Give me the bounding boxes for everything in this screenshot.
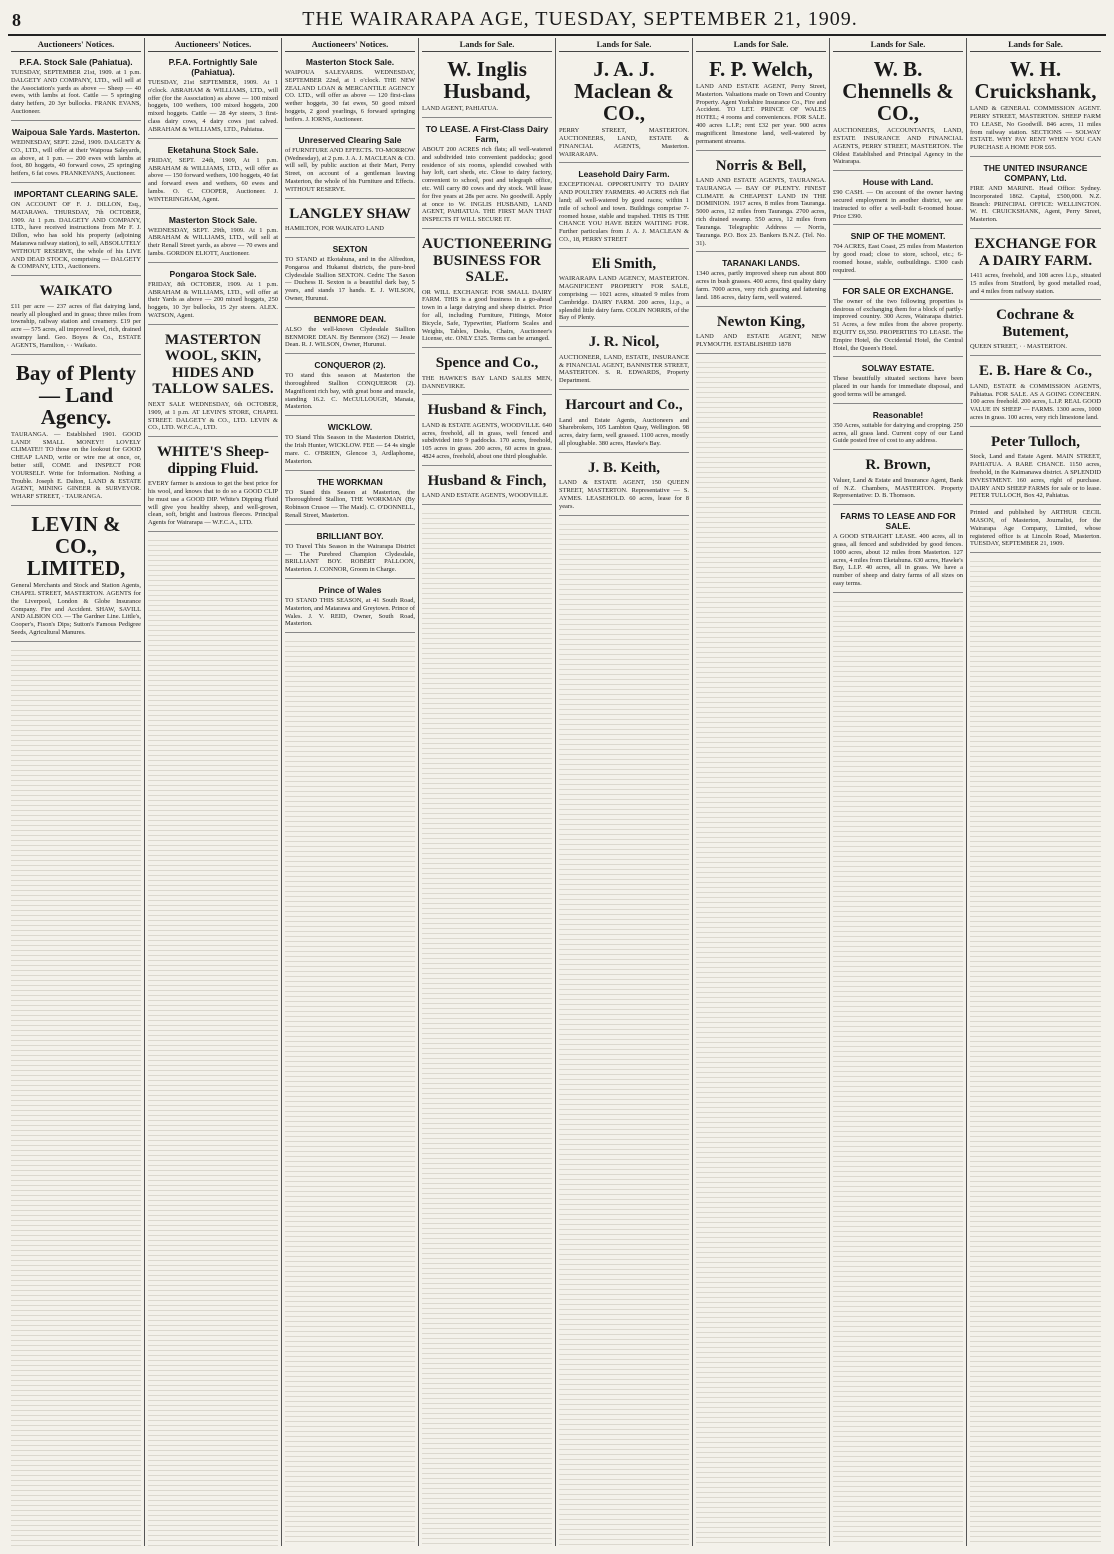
column-header: Auctioneers' Notices.	[11, 38, 141, 52]
advertisement	[559, 394, 689, 453]
advertisement-title: J. A. J. Maclean & CO.,	[574, 57, 674, 126]
newspaper-title: THE WAIRARAPA AGE, TUESDAY, SEPTEMBER 21, 1909.	[302, 8, 858, 30]
advertisement-title: Husband & Finch,	[427, 402, 547, 419]
advertisement	[285, 420, 415, 470]
advertisement	[970, 161, 1101, 229]
advertisement-body: A GOOD STRAIGHT LEASE. 400 acres, all in grass, all fenced and subdivided by good fences. 1000 acres, about 12 miles from Masterton. 127 acres, 4 miles from Eketahuna. 630 acres, Hawke's Bay, L.I.P. 40 acres, all in grass. We have a number of sheep and dairy farms of all sizes on easy terms.	[833, 533, 963, 588]
advertisement-body: LAND AND ESTATE AGENT, Perry Street, Masterton. Valuations made on Town and Country Property. Agent Yorkshire Insurance Co., Fire and Accident. TO LET. PRINCE OF WALES HOTEL; 4 rooms and conveniences. FOR SALE. 400 acres L.I.P.; rent £32 per year. 900 acres magnificent limestone land, well-watered by permanent streams.	[696, 83, 826, 145]
advertisement-body: OR WILL EXCHANGE FOR SMALL DAIRY FARM. THIS is a good business in a go-ahead town in a large dairying and sheep district. Price for all, including Furniture, Fittings, Motor Bicycle, Safe, Typewriter, Platform Scales and Weights, Tables, Desks, Chairs, Auctioneer's License, etc. ONLY £325. Terms can be arranged.	[422, 288, 552, 343]
advertisement-title: FARMS TO LEASE AND FOR SALE.	[840, 511, 956, 532]
advertisement	[833, 509, 963, 593]
small-print-fill	[148, 536, 278, 1546]
advertisement-body: TO Stand This Season in the Masterton District, the Irish Hunter, WICKLOW. FEE — £4 4s single mare. C. O'BRIEN, Glencoe 3, Ardlaphome, Masterton.	[285, 434, 415, 465]
advertisement-body: QUEEN STREET, · · MASTERTON.	[970, 343, 1068, 351]
advertisement	[970, 509, 1101, 553]
column-7	[830, 38, 967, 1546]
advertisement-title: Masterton Stock Sale.	[168, 214, 258, 225]
small-print-fill	[970, 557, 1101, 1546]
advertisement-body: TUESDAY, SEPTEMBER 21st, 1909. at 1 p.m. DALGETY AND COMPANY, LTD., will sell at the Association's yards as above — Sheep — 40 ewes, with lambs at foot. Cattle — 5 springing dairy heifers, 20 3yr bullocks. FRANK EVANS, Auctioneer.	[11, 69, 141, 116]
advertisement	[148, 441, 278, 532]
advertisement	[285, 358, 415, 416]
column-header: Lands for Sale.	[559, 38, 689, 52]
advertisement-body: TO STAND THIS SEASON, at 41 South Road, Masterton, and Matarawa and Greytown. Prince of Wales. J. V. REID, Owner, South Road, Masterton.	[285, 597, 415, 628]
advertisement-body: General Merchants and Stock and Station Agents, CHAPEL STREET, MASTERTON. AGENTS for the Liverpool, London & Globe Insurance Company. Fire and Accident. SHAW, SAVILL AND ALBION CO. — The Gardner Line. Little's, Cooper's, Fison's Dips; Sutton's Famous Pedigree Seeds, Agricultural Manures.	[11, 582, 141, 637]
advertisement	[833, 454, 963, 505]
advertisement	[285, 312, 415, 354]
advertisement-title: WICKLOW.	[327, 422, 373, 433]
advertisement-title: Eli Smith,	[591, 255, 657, 272]
advertisement-title: THE UNITED INSURANCE COMPANY, Ltd.	[983, 162, 1088, 183]
advertisement-body: Land and Estate Agents, Auctioneers and Sharebrokers, 105 Lambton Quay, Wellington. 98 acres, dairy farm, well grassed. 1100 acres, mostly all ploughable. 380 acres, Hawke's Bay.	[559, 416, 689, 447]
advertisement-title: E. B. Hare & Co.,	[978, 363, 1093, 380]
advertisement	[11, 359, 141, 506]
advertisement-body: £90 CASH. — On account of the owner having secured employment in another district, we are instructed to offer a well-built 6-roomed house. Price £390.	[833, 189, 963, 220]
advertisement	[559, 55, 689, 163]
advertisement-body: LAND AND ESTATE AGENTS, WOODVILLE.	[422, 492, 549, 500]
advertisement	[285, 55, 415, 129]
advertisement-title: LANGLEY SHAW	[289, 205, 411, 222]
advertisement	[696, 256, 826, 306]
advertisement-title: Masterton Stock Sale.	[305, 57, 395, 67]
advertisement-title: Eketahuna Stock Sale.	[167, 144, 259, 155]
advertisement-body: WAIPOUA SALEYARDS. WEDNESDAY, SEPTEMBER 22nd, at 1 o'clock. THE NEW ZEALAND LOAN & MERCANTILE AGENCY CO. LTD., will offer as above — 120 first-class wether hoggets, 30 fat ewes, 50 good mixed hoggets, 2 good yearlings, 6 forward springing heifers. J. IORNS, Auctioneer.	[285, 69, 415, 123]
advertisement	[833, 408, 963, 450]
advertisement-body: £11 per acre — 237 acres of flat dairying land, nearly all ploughed and in grass; three miles from township, railway station and creamery. £19 per acre — 575 acres, all improved level, rich, drained swampy land. Geo. Boyes & Co., ESTATE AGENTS, Hamilton, · · Waikato.	[11, 302, 141, 349]
advertisement	[833, 229, 963, 279]
column-3	[282, 38, 419, 1546]
advertisement	[696, 155, 826, 253]
advertisement	[285, 242, 415, 308]
advertisement-title: WAIKATO	[39, 283, 113, 300]
advertisement-body: HAMILTON, FOR WAIKATO LAND	[285, 225, 384, 233]
advertisement	[285, 529, 415, 579]
advertisement	[970, 304, 1101, 356]
advertisement-body: 704 ACRES, East Coast, 25 miles from Masterton by good road; close to store, school, etc.; 6-roomed house, stable, outbuildings. £300 cash required.	[833, 243, 963, 274]
advertisement-body: AUCTIONEER, LAND, ESTATE, INSURANCE & FINANCIAL AGENT, BANNISTER STREET, MASTERTON. S. R. EDWARDS, Property Department.	[559, 353, 689, 385]
advertisement	[833, 55, 963, 171]
advertisement	[970, 55, 1101, 157]
advertisement	[970, 431, 1101, 505]
advertisement	[422, 399, 552, 466]
advertisement-title: House with Land.	[862, 177, 934, 188]
column-6	[693, 38, 830, 1546]
advertisement-title: Husband & Finch,	[427, 472, 547, 489]
advertisement-body: 1340 acres, partly improved sheep run about 800 acres in bush grasses. 400 acres, first quality dairy farm. 7000 acres, very rich grazing and fattening land. 186 acres, dairy farm, well watered.	[696, 270, 826, 301]
advertisement-body: These beautifully situated sections have been placed in our hands for immediate disposal, and good terms will be arranged.	[833, 375, 963, 399]
advertisement-body: TAURANGA. — Established 1901. GOOD LAND! SMALL MONEY!! LOVELY CLIMATE!! TO those on the lookout for GOOD CHEAP LAND, write or wire me at once, or, better still, COME and INSPECT FOR YOURSELF. Write for Information. Nothing a Trouble. Joseph E. Dalton, LAND & ESTATE AGENT, MINING GINEER & SURVEYOR. WHARF STREET, · TAURANGA.	[11, 430, 141, 501]
advertisement	[148, 143, 278, 209]
advertisement-title: Cochrane & Butement,	[996, 307, 1075, 340]
advertisement-title: Waipoua Sale Yards. Masterton.	[11, 126, 140, 137]
column-4	[419, 38, 556, 1546]
advertisement-body: LAND AND ESTATE AGENT, NEW PLYMOUTH. ESTABLISHED 1878	[696, 333, 826, 348]
advertisement-title: FOR SALE OR EXCHANGE.	[842, 285, 954, 296]
advertisement	[11, 510, 141, 642]
advertisement-title: BENMORE DEAN.	[313, 313, 387, 324]
advertisement-body: TO Stand this Season at Masterton, the Thoroughbred Stallion, THE WORKMAN (By Robinson Crusoe — The Maid). C. O'DONNELL, Renall Street, Masterton.	[285, 488, 415, 519]
advertisement-title: Pongaroa Stock Sale.	[169, 268, 257, 279]
advertisement-title: BRILLIANT BOY.	[316, 530, 384, 541]
advertisement-body: THE HAWKE'S BAY LAND SALES MEN, DANNEVIRKE.	[422, 374, 552, 390]
advertisement-body: PERRY STREET, MASTERTON. AUCTIONEERS, LAND, ESTATE & FINANCIAL AGENTS, Masterton. WAIRARAPA.	[559, 127, 689, 158]
advertisement-body: EVERY farmer is anxious to get the best price for his wool, and knows that to do so a GOOD CLIP he must use a GOOD DIP. White's Dipping Fluid will give you healthy sheep, and well-grown, clean, soft, bright and lustrous fleeces. Principal Agents for Wairarapa — W.F.C.A., LTD.	[148, 480, 278, 527]
advertisement-title: CONQUEROR (2).	[314, 360, 386, 371]
advertisement-body: Stock, Land and Estate Agent. MAIN STREET, PAHIATUA. A RARE CHANCE. 1150 acres, freehold, in the Kaimanawa district. A SPLENDID INVESTMENT. 160 acres, right of purchase. DAIRY AND SHEEP FARMS for sale or to lease. PETER TULLOCH, Box 42, Pahiatua.	[970, 453, 1101, 500]
advertisement-body: LAND AGENT, PAHIATUA.	[422, 105, 499, 113]
masthead-rule	[8, 34, 1106, 36]
small-print-fill	[285, 637, 415, 1546]
advertisement-title: Reasonable!	[872, 409, 924, 420]
advertisement-body: AUCTIONEERS, ACCOUNTANTS, LAND, ESTATE INSURANCE AND FINANCIAL AGENTS, PERRY STREET, MASTERTON. The Oldest Established and Principal Agency in the Wairarapa.	[833, 127, 963, 166]
advertisement-body: FRIDAY, SEPT. 24th, 1909, At 1 p.m. ABRAHAM & WILLIAMS, LTD., will offer as above — 150 forward wethers, 100 hoggets, 40 fat and forward ewes and wethers, 60 ewes and lambs. O. C. COOPER, Auctioneer. J. WINTERINGHAM, Agent.	[148, 156, 278, 203]
advertisement-body: ON ACCOUNT OF F. J. DILLON, Esq., MATARAWA. THURSDAY, 7th OCTOBER, 1909. At 1 p.m. DALGETY AND COMPANY, LTD., have received instructions from Mr F. J. Dillon, who has sold his property (adjoining Matarawa railway station), to sell, ABSOLUTELY WITHOUT RESERVE, the whole of his LIVE AND DEAD STOCK, comprising — DALGETY & COMPANY, LTD., Auctioneers.	[11, 200, 141, 271]
small-print-fill	[559, 520, 689, 1546]
advertisement-body: LAND & GENERAL COMMISSION AGENT. PERRY STREET, MASTERTON. SHEEP FARM TO LEASE, No Goodwill. 846 acres, 11 miles from railway station. SECTIONS — SOLWAY ESTATE. WHY PAY RENT WHEN YOU CAN PURCHASE A HOME FOR £65.	[970, 105, 1101, 152]
advertisement-body: WEDNESDAY, SEPT. 29th, 1909. At 1 p.m. ABRAHAM & WILLIAMS, LTD., will sell at their Renall Street yards, as above — 70 ewes and lambs. GORDON ELIOTT, Auctioneer.	[148, 226, 278, 257]
advertisement	[833, 284, 963, 358]
advertisement	[833, 175, 963, 225]
small-print-fill	[11, 646, 141, 1546]
advertisement-body: FIRE AND MARINE. Head Office: Sydney. Incorporated 1862. Capital, £500,000. N.Z. Branch: PRINCIPAL OFFICE: WELLINGTON. W. H. CRUICKSHANK, Agent, Perry Street, Masterton.	[970, 184, 1101, 224]
advertisement-body: 350 Acres, suitable for dairying and cropping. 250 acres, all grass land. Current copy of our Land Guide posted free of cost to any address.	[833, 421, 963, 445]
advertisement	[285, 475, 415, 525]
advertisement	[696, 311, 826, 354]
column-header: Lands for Sale.	[422, 38, 552, 52]
column-header: Lands for Sale.	[970, 38, 1101, 52]
small-print-fill	[422, 509, 552, 1546]
advertisement-title: Unreserved Clearing Sale	[298, 134, 402, 145]
advertisement	[970, 360, 1101, 427]
printer-imprint: Printed and published by ARTHUR CECIL MASON, of Masterton, Journalist, for the Wairarapa Age Company, Limited, whose registered office is at Lincoln Road, Masterton. TUESDAY, SEPTEMBER 21, 1909.	[970, 509, 1101, 548]
advertisement-title: Harcourt and Co.,	[565, 397, 683, 414]
advertisement-title: J. B. Keith,	[587, 459, 661, 476]
advertisement-body: LAND AND ESTATE AGENTS, TAURANGA. TAURANGA — BAY OF PLENTY. FINEST CLIMATE & CHEAPEST LAND IN THE DOMINION. 1917 acres, 8 miles from Tauranga. 5000 acres, 12 miles from Tauranga. 2700 acres, rich drained swamp. 550 acres, 12 miles from Tauranga. Telegraphic Address — Norris, Tauranga. P.O. Box 23. Bankers B.N.Z. (Tel. No. 31).	[696, 177, 826, 247]
newspaper-columns	[8, 38, 1106, 1546]
advertisement-title: P.F.A. Stock Sale (Pahiatua).	[19, 57, 133, 67]
page-number: 8	[12, 10, 21, 30]
advertisement	[559, 331, 689, 390]
advertisement-title: WHITE'S Sheep-dipping Fluid.	[156, 444, 270, 477]
advertisement-title: SEXTON	[332, 243, 368, 254]
advertisement	[696, 55, 826, 151]
advertisement-title: W. Inglis Husband,	[443, 57, 531, 104]
advertisement	[559, 253, 689, 327]
masthead	[0, 0, 1114, 40]
advertisement-body: WAIRARAPA LAND AGENCY, MASTERTON. MAGNIFICENT PROPERTY FOR SALE, comprising — 1021 acres, situated 9 miles from Cambridge. DAIRY FARM. 200 acres, l.i.p., a splendid little dairy farm. COLIN NORRIS, of the Bay of Plenty.	[559, 275, 689, 322]
advertisement	[148, 267, 278, 325]
advertisement-body: NEXT SALE WEDNESDAY, 6th OCTOBER, 1909, at 1 p.m. AT LEVIN'S STORE, CHAPEL STREET. DALGETY & CO., LTD. LEVIN & CO., LTD. W.F.C.A., LTD.	[148, 400, 278, 432]
advertisement	[833, 361, 963, 403]
advertisement	[285, 203, 415, 238]
advertisement	[422, 470, 552, 505]
advertisement-body: FRIDAY, 8th OCTOBER, 1909. At 1 p.m. ABRAHAM & WILLIAMS, LTD., will offer at their Yards as above — 200 mixed hoggets, 250 hoggets, 10 3yr bullocks, 15 2yr steers. ALEX. WATSON, Agent.	[148, 280, 278, 320]
advertisement	[11, 125, 141, 183]
advertisement-title: Spence and Co.,	[435, 355, 539, 372]
advertisement	[148, 55, 278, 139]
advertisement-title: Peter Tulloch,	[991, 433, 1080, 450]
advertisement	[11, 187, 141, 276]
advertisement-title: P.F.A. Fortnightly Sale (Pahiatua).	[168, 57, 258, 77]
advertisement-title: Prince of Wales	[318, 585, 382, 595]
advertisement-body: The owner of the two following properties is desirous of exchanging them for a block of partly-improved country. 300 Acres, Wairarapa district. 51 Acres, a few miles from the above property. EQUITY £6,350. PROPERTIES TO LEASE. The Empire Hotel, the Occidental Hotel, the Central Hotel, the Queen's Hotel.	[833, 297, 963, 352]
advertisement-title: F. P. Welch,	[709, 57, 813, 81]
advertisement-title: THE WORKMAN	[317, 476, 383, 487]
advertisement	[285, 583, 415, 633]
column-2	[145, 38, 282, 1546]
advertisement-title: SOLWAY ESTATE.	[861, 363, 935, 374]
column-5	[556, 38, 693, 1546]
advertisement-body: LAND & ESTATE AGENT, 150 QUEEN STREET, MASTERTON. Representative — S. AYMES. LEASEHOLD. 60 acres, lease for 8 years.	[559, 479, 689, 510]
advertisement-body: TO stand this season at Masterton the thoroughbred Stallion CONQUEROR (2). Magnificent rich bay, with great bone and muscle, standing 16.2. C. McCULLOUGH, Manaia, Masterton.	[285, 372, 415, 411]
small-print-fill	[696, 358, 826, 1546]
advertisement-body: EXCEPTIONAL OPPORTUNITY TO DAIRY AND POULTRY FARMERS. 40 ACRES rich flat land; all well-watered by good races; within 1 mile of school and town. Buildings comprise 7-roomed house, stable and trapshed. THIS IS THE CHANCE YOU HAVE BEEN WAITING FOR. Further particulars from J. A. J. MACLEAN & CO., 18, PERRY STREET	[559, 181, 689, 244]
advertisement	[148, 213, 278, 263]
advertisement-title: Leasehold Dairy Farm.	[578, 169, 670, 180]
advertisement-body: LAND & ESTATE AGENTS, WOODVILLE. 640 acres, freehold, all in grass, well fenced and subdivided into 9 paddocks. 170 acres, freehold, 105 acres in grass. 200 acres, 60 acres in grass. 4824 acres, freehold, about one third ploughable.	[422, 421, 552, 461]
advertisement-title: J. R. Nicol,	[588, 334, 660, 351]
column-1	[8, 38, 145, 1546]
advertisement-body: TO Travel This Season in the Wairarapa District — The Purebred Champion Clydesdale, BRILLIANT BOY. ROBERT PALLOON, Masterton. J. CONNOR, Groom in Charge.	[285, 542, 415, 574]
advertisement	[422, 122, 552, 229]
column-header: Auctioneers' Notices.	[148, 38, 278, 52]
advertisement	[970, 233, 1101, 300]
advertisement-title: SNIP OF THE MOMENT.	[850, 231, 946, 242]
advertisement	[148, 329, 278, 437]
advertisement-title: TO LEASE. A First-Class Dairy Farm,	[425, 123, 549, 144]
advertisement-title: MASTERTON WOOL, SKIN, HIDES AND TALLOW SALES.	[152, 331, 274, 398]
advertisement-body: of FURNITURE AND EFFECTS. TO-MORROW (Wednesday), at 2 p.m. J. A. J. MACLEAN & CO. will sell, by public auction at their Mart, Perry Street, on account of a gentleman leaving Masterton, the whole of his Furniture and Effects. WITHOUT RESERVE.	[285, 146, 415, 193]
advertisement	[559, 457, 689, 516]
advertisement-title: W. H. Cruickshank,	[974, 57, 1097, 104]
advertisement	[422, 55, 552, 118]
advertisement-body: TUESDAY, 21st SEPTEMBER, 1909. At 1 o'clock. ABRAHAM & WILLIAMS, LTD., will offer (for the Association) as above — 100 mixed hoggets, 100 wethers, 100 mixed hoggets, 200 mixed hoggets. Cattle — 28 4yr steers, 3 first-class dairy cows, 4 dairy cows just calved. ABRAHAM & WILLIAMS, LTD., Pahiatua.	[148, 79, 278, 133]
advertisement-body: Valuer, Land & Estate and Insurance Agent, Bank of N.Z. Chambers, MASTERTON. Property Representative: D. B. Thomson.	[833, 476, 963, 500]
advertisement-body: LAND, ESTATE & COMMISSION AGENTS, Pahiatua. FOR SALE. AS A GOING CONCERN. 100 acres freehold. 200 acres, L.I.P. REAL GOOD VALUE IN SHEEP — FARMS. 1300 acres, 1000 acres in grass. 100 acres, very rich limestone land.	[970, 382, 1101, 422]
small-print-fill	[833, 597, 963, 1546]
advertisement-body: TO STAND at Ekotahuna, and in the Alfredton, Pongaroa and Hukanui districts, the pure-bred Clydesdale Stallion SEXTON. Cedric The Saxon — Duchess II. Sexton is a beautiful dark bay, 5 years, and stands 17 hands. E. J. WILSON, Owner, Hurunui.	[285, 255, 415, 302]
advertisement-title: LEVIN & CO., LIMITED,	[26, 512, 126, 581]
advertisement	[559, 167, 689, 249]
column-header: Lands for Sale.	[696, 38, 826, 52]
column-header: Lands for Sale.	[833, 38, 963, 52]
advertisement-body: ALSO the well-known Clydesdale Stallion BENMORE DEAN. By Benmore (362) — Jessie Dean. R. J. WILSON, Owner, Hurunui.	[285, 325, 415, 349]
advertisement-title: TARANAKI LANDS.	[722, 258, 800, 269]
advertisement	[422, 352, 552, 395]
advertisement	[11, 280, 141, 354]
advertisement-title: W. B. Chennells & CO.,	[842, 57, 954, 126]
advertisement-body: WEDNESDAY, SEPT. 22nd, 1909. DALGETY & CO., LTD., will offer at their Waipoua Saleyards, as above, at 1 p.m. — 200 ewes with lambs at foot, 80 hoggets, 40 forward cows, 25 springing heifers, 6 fat cows. FRANKEVANS, Auctioneer.	[11, 138, 141, 178]
advertisement	[11, 55, 141, 121]
advertisement	[422, 233, 552, 348]
advertisement-title: Newton King,	[716, 313, 806, 330]
column-8	[967, 38, 1104, 1546]
column-header: Auctioneers' Notices.	[285, 38, 415, 52]
advertisement-title: Bay of Plenty — Land Agency.	[15, 360, 137, 429]
advertisement-title: Norris & Bell,	[715, 157, 807, 174]
advertisement-title: EXCHANGE FOR A DAIRY FARM.	[974, 236, 1097, 269]
advertisement	[285, 133, 415, 199]
advertisement-body: ABOUT 200 ACRES rich flats; all well-watered and subdivided into convenient paddocks; good residence of six rooms, splendid cowshed with hay loft, cart sheds, etc. Close to dairy factory, convenient to school, post and telegraph office, etc. Will carry 80 cows and dry stock. Will lease for five years at 28s per acre. No goodwill. Apply at once to W. INGLIS HUSBAND, LAND AGENT, PAHIATUA. THE FIRST MAN THAT INSPECTS IT WILL SECURE IT.	[422, 145, 552, 224]
advertisement-body: 1411 acres, freehold, and 108 acres l.i.p., situated 15 miles from Stratford, by good metalled road, and 4 miles from railway station.	[970, 272, 1101, 295]
advertisement-title: AUCTIONEERING BUSINESS FOR SALE.	[422, 236, 552, 286]
advertisement-title: R. Brown,	[865, 457, 931, 474]
advertisement-title: IMPORTANT CLEARING SALE.	[13, 188, 139, 199]
